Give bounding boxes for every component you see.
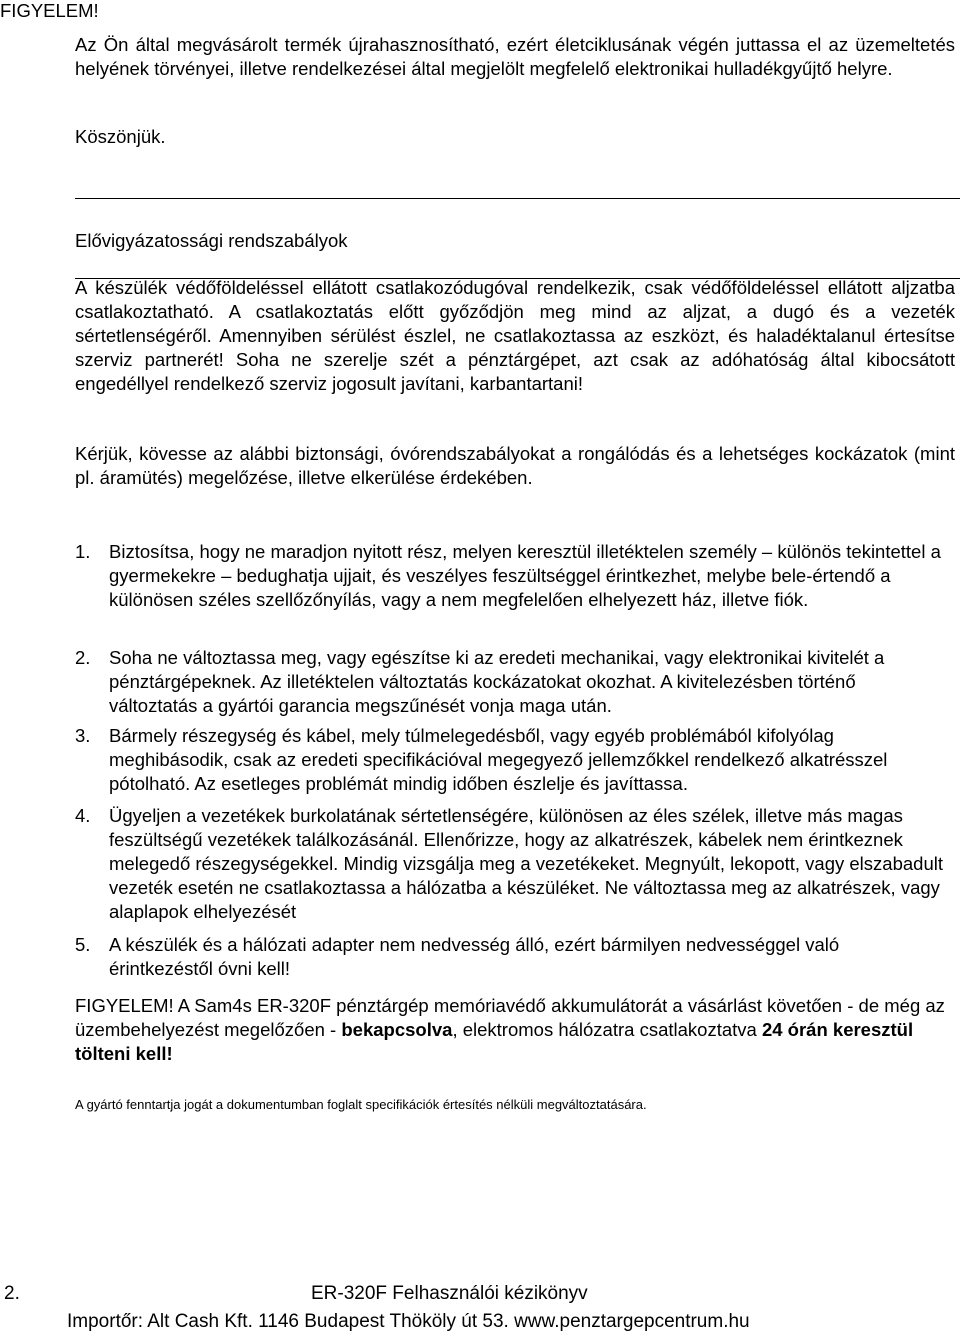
battery-warning-text-2: , elektromos hálózatra csatlakoztatva — [452, 1019, 762, 1040]
safety-paragraph-1: A készülék védőföldeléssel ellátott csatlakozódugóval rendelkezik, csak védőföldeléssel ellátott aljzatba csatlakoztatható. A csatlakoztatás előtt győződjön meg mind az aljzat, a dugó és a vezeték sértetlenségéről. Amennyiben sérülést észlel, ne csatlakoztassa az eszközt, és haladéktalanul értesítse szerviz partnerét! Soha ne szerelje szét a pénztárgépet, azt csak az adóhatóság által kibocsátott engedéllyel rendelkező szerviz jogosult javítani, karbantartani! — [75, 277, 955, 394]
rule-item-1 — [75, 540, 945, 612]
manual-title: ER-320F Felhasználói kézikönyv — [311, 1283, 588, 1304]
rule-text: Bármely részegység és kábel, mely túlmelegedésből, vagy egyéb problémából kifolyólag meghibásodik, csak az eredeti specifikációval megegyező jellemzőkkel rendelkező alkatrésszel pótolható. Az esetleges problémát mindig időben észlelje és javíttassa. — [109, 725, 888, 794]
rule-number: 1. — [75, 541, 91, 562]
rule-item-3 — [75, 724, 945, 796]
rule-item-4 — [75, 804, 945, 924]
rule-text: Soha ne változtassa meg, vagy egészítse ki az eredeti mechanikai, vagy elektronikai kivitelét a pénztárgépeknek. Az illetéktelen változtatás kockázatokat okozhat. A kivitelezésben történő változtatás a gyártói garancia megszűnését vonja maga után. — [109, 647, 885, 716]
safety-paragraph-2: Kérjük, kövesse az alábbi biztonsági, óvórendszabályokat a rongálódás és a lehetséges kockázatok (mint pl. áramütés) megelőzése, illetve elkerülése érdekében. — [75, 443, 955, 488]
battery-warning-bold-2: 24 órán keresztül tölteni kell! — [75, 1019, 914, 1064]
page-number: 2. — [4, 1283, 20, 1304]
rule-number: 2. — [75, 647, 91, 668]
importer-line: Importőr: Alt Cash Kft. 1146 Budapest Thököly út 53. www.penztargepcentrum.hu — [67, 1311, 750, 1332]
rule-number: 5. — [75, 934, 91, 955]
thanks-text: Köszönjük. — [75, 126, 166, 147]
rule-text: Biztosítsa, hogy ne maradjon nyitott rész, melyen keresztül illetéktelen személy – különös tekintettel a gyermekekre – bedughatja ujjait, és veszélyes feszültséggel érintkezhet, melybe bele-értendő a különösen széles szellőzőnyílás, vagy a nem megfelelően elhelyezett ház, illetve fiók. — [109, 541, 941, 610]
rule-text: A készülék és a hálózati adapter nem nedvesség álló, ezért bármilyen nedvességgel való érintkezéstől óvni kell! — [109, 934, 840, 979]
rule-number: 4. — [75, 805, 91, 826]
divider-top — [75, 198, 960, 199]
battery-warning — [75, 994, 955, 1066]
warning-heading: FIGYELEM! — [0, 0, 99, 21]
rule-text: Ügyeljen a vezetékek burkolatának sértetlenségére, különösen az éles szélek, illetve más magas feszültségű vezetékek találkozásánál. Ellenőrizze, hogy az alkatrészek, kábelek nem érintkeznek melegedő részegységekkel. Mindig vizsgálja meg a vezetékeket. Megnyúlt, lekopott, vagy elszabadult vezeték esetén ne csatlakoztassa a hálózatba a készüléket. Ne változtassa meg az alkatrészek, vagy alaplapok elhelyezését — [109, 805, 943, 922]
battery-warning-bold-1: bekapcsolva — [341, 1019, 453, 1040]
safety-title: Elővigyázatossági rendszabályok — [75, 230, 348, 251]
rule-number: 3. — [75, 725, 91, 746]
disclaimer: A gyártó fenntartja jogát a dokumentumban foglalt specifikációk értesítés nélküli megváltoztatására. — [75, 1097, 647, 1112]
battery-warning-text-1: FIGYELEM! A Sam4s ER-320F pénztárgép memóriavédő akkumulátorát a vásárlást követően - de még az üzembehelyezést megelőzően - — [75, 995, 945, 1040]
rule-item-5 — [75, 933, 945, 981]
rule-item-2 — [75, 646, 945, 718]
warning-paragraph: Az Ön által megvásárolt termék újrahasznosítható, ezért életciklusának végén juttassa el az üzemeltetés helyének törvényei, illetve rendelkezései által megjelölt megfelelő elektronikai hulladékgyűjtő helyre. — [75, 34, 955, 79]
